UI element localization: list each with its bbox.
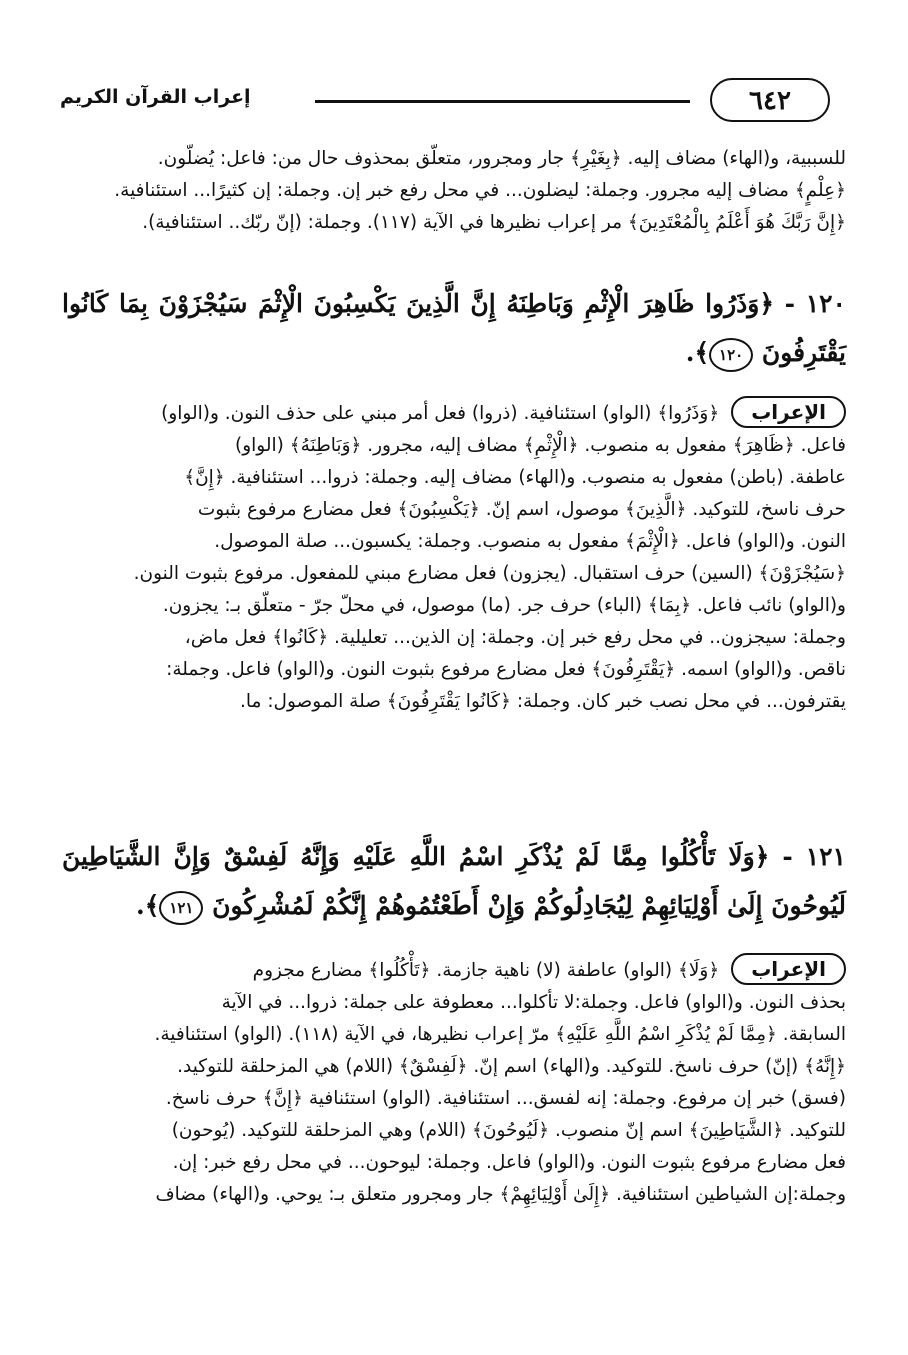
text-line: فعل مضارع مرفوع بثبوت النون. و(الواو) فاعل. وجملة: ليوحون... في محل رفع خبر: إن. <box>172 1152 846 1173</box>
verse-text: ﴿وَذَرُوا ظَاهِرَ الْإِثْمِ وَبَاطِنَهُ إِنَّ الَّذِينَ يَكْسِبُونَ الْإِثْمَ سَيُجْزَوْنَ بِمَا كَانُوا يَقْتَرِفُونَ <box>62 289 846 367</box>
text-line: و(الواو) نائب فاعل. ﴿بِمَا﴾ (الباء) حرف جر. (ما) موصول، في محلّ جرّ - متعلّق بـ: يجزون. <box>162 595 846 616</box>
book-title: إعراب القرآن الكريم <box>60 86 251 108</box>
page-number: ٦٤٢ <box>710 78 830 122</box>
text-line: ﴿إِنَّ رَبَّكَ هُوَ أَعْلَمُ بِالْمُعْتَدِينَ﴾ مر إعراب نظيرها في الآية (١١٧). وجملة: (إنّ ربّك.. استئنافية). <box>142 212 846 233</box>
text-line: بحذف النون. و(الواو) فاعل. وجملة:لا تأكلوا... معطوفة على جملة: ذروا... في الآية <box>221 992 846 1013</box>
verse-end: ﴾. <box>136 891 160 920</box>
text-line: حرف ناسخ، للتوكيد. ﴿الَّذِينَ﴾ موصول، اسم إنّ. ﴿يَكْسِبُونَ﴾ فعل مضارع مرفوع بثبوت <box>197 499 846 520</box>
text-line: النون. و(الواو) فاعل. ﴿الْإِثْمَ﴾ مفعول به منصوب. وجملة: يكسبون... صلة الموصول. <box>214 531 846 552</box>
page-header <box>60 78 830 122</box>
ayah-marker: ١٢٠ <box>709 338 753 372</box>
text-line: للسببية، و(الهاء) مضاف إليه. ﴿بِغَيْرِ﴾ جار ومجرور، متعلّق بمحذوف حال من: فاعل: يُضلّون. <box>157 148 846 169</box>
text-line: يقترفون... في محل نصب خبر كان. وجملة: ﴿كَانُوا يَقْتَرِفُونَ﴾ صلة الموصول: ما. <box>240 691 846 712</box>
text-line: ﴿سَيُجْزَوْنَ﴾ (السين) حرف استقبال. (يجزون) فعل مضارع مبني للمفعول. مرفوع بثبوت النون. <box>133 563 846 584</box>
text-line: ﴿وَلَا﴾ (الواو) عاطفة (لا) ناهية جازمة. ﴿تَأْكُلُوا﴾ مضارع مجزوم <box>252 960 720 981</box>
text-line: للتوكيد. ﴿الشَّيَاطِينَ﴾ اسم إنّ منصوب. ﴿لَيُوحُونَ﴾ (اللام) وهي المزحلقة للتوكيد. (يُوحون) <box>171 1120 846 1141</box>
ayah-marker: ١٢١ <box>159 891 203 925</box>
irab-label: الإعراب <box>731 396 846 428</box>
top-paragraph <box>62 143 846 239</box>
verse-end: ﴾. <box>685 338 710 367</box>
verse-number: ١٢١ - <box>782 842 846 871</box>
verse-number: ١٢٠ - <box>784 289 846 318</box>
text-line: فاعل. ﴿ظَاهِرَ﴾ مفعول به منصوب. ﴿الْإِثْمِ﴾ مضاف إليه، مجرور. ﴿وَبَاطِنَهُ﴾ (الواو) <box>235 435 846 456</box>
text-line: وجملة: سيجزون.. في محل رفع خبر إن. وجملة: إن الذين... تعليلية. ﴿كَانُوا﴾ فعل ماض، <box>184 627 846 648</box>
text-line: (فسق) خبر إن مرفوع. وجملة: إنه لفسق... استئنافية. (الواو) استئنافية ﴿إِنَّ﴾ حرف ناسخ. <box>165 1088 846 1109</box>
verse-text: ﴿وَلَا تَأْكُلُوا مِمَّا لَمْ يُذْكَرِ اسْمُ اللَّهِ عَلَيْهِ وَإِنَّهُ لَفِسْقٌ وَإِنَّ الشَّيَاطِينَ لَيُوحُونَ إِلَىٰ أَوْلِيَائِهِمْ لِيُجَادِلُوكُمْ وَإِنْ أَطَعْتُمُوهُمْ إِنَّكُمْ لَمُشْرِكُونَ <box>62 842 846 920</box>
irab-120 <box>62 396 846 718</box>
text-line: ﴿إِنَّهُ﴾ (إنّ) حرف ناسخ. للتوكيد. و(الهاء) اسم إنّ. ﴿لَفِسْقٌ﴾ (اللام) هي المزحلقة للتوكيد. <box>177 1056 846 1077</box>
text-line: وجملة:إن الشياطين استئنافية. ﴿إِلَىٰ أَوْلِيَائِهِمْ﴾ جار ومجرور متعلق بـ: يوحي. و(الهاء) مضاف <box>155 1184 846 1205</box>
verse-121 <box>62 832 846 930</box>
text-line: ناقص. و(الواو) اسمه. ﴿يَقْتَرِفُونَ﴾ فعل مضارع مرفوع بثبوت النون. و(الواو) فاعل. وجملة: <box>166 659 846 680</box>
header-rule <box>315 100 690 103</box>
verse-120 <box>62 279 846 377</box>
text-line: السابقة. ﴿مِمَّا لَمْ يُذْكَرِ اسْمُ اللَّهِ عَلَيْهِ﴾ مرّ إعراب نظيرها، في الآية (١١٨). (الواو) استئنافية. <box>154 1024 846 1045</box>
irab-121 <box>62 953 846 1211</box>
text-line: عاطفة. (باطن) مفعول به منصوب. و(الهاء) مضاف إليه. وجملة: ذروا... استئنافية. ﴿إِنَّ﴾ <box>184 467 846 488</box>
irab-label: الإعراب <box>731 953 846 985</box>
text-line: ﴿عِلْمٍ﴾ مضاف إليه مجرور. وجملة: ليضلون... في محل رفع خبر إن. وجملة: إن كثيرًا... استئنافية. <box>114 180 846 201</box>
text-line: ﴿وَذَرُوا﴾ (الواو) استئنافية. (ذروا) فعل أمر مبني على حذف النون. و(الواو) <box>161 403 720 424</box>
